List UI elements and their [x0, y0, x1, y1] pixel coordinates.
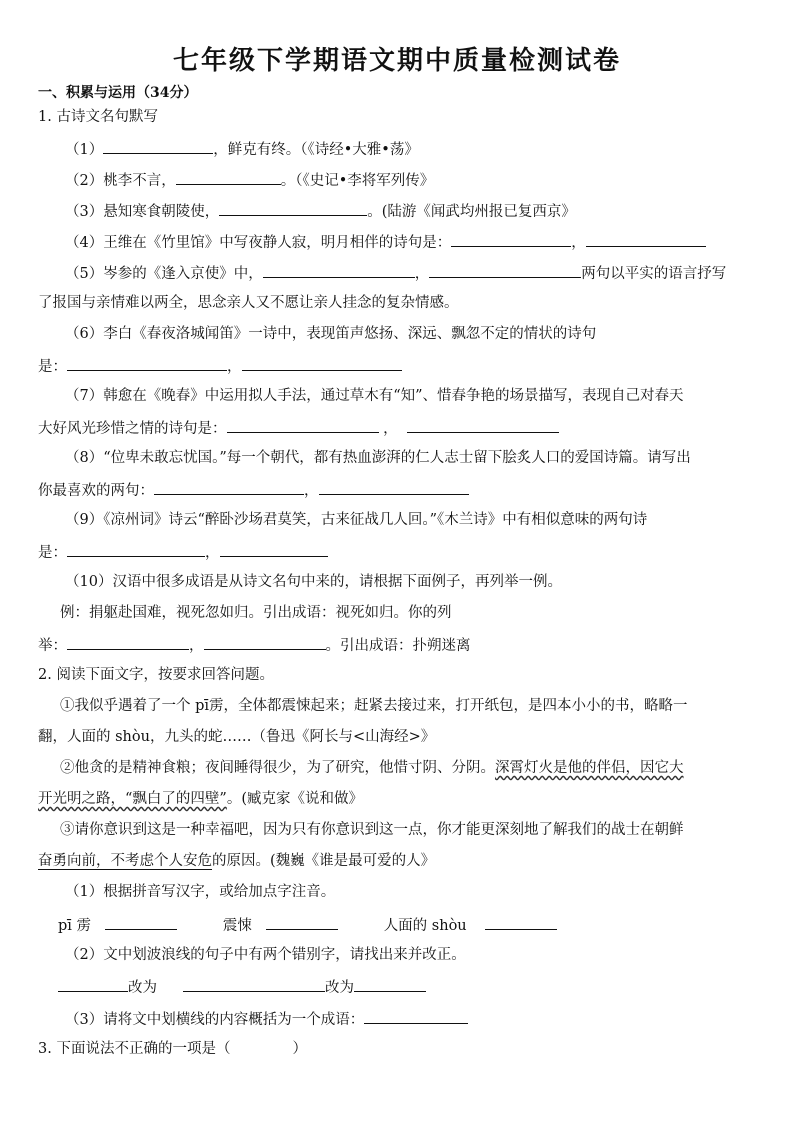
- q1-item-3: [65, 201, 576, 221]
- q1-item-7-label: 大好风光珍惜之情的诗句是：: [38, 421, 227, 437]
- q1-item-5-cont: 了报国与亲情难以两全，思念亲人又不愿让亲人挂念的复杂情感。: [38, 295, 459, 311]
- question-2-heading: 2. 阅读下面文字，按要求回答问题。: [38, 667, 274, 683]
- sub-question-2: （2）文中划波浪线的句子中有两个错别字，请找出来并改正。: [65, 947, 466, 963]
- q1-item-10-tail: 。引出成语：扑朔迷离: [325, 638, 471, 654]
- q1-item-10: （10）汉语中很多成语是从诗文名句中来的，请根据下面例子，再列举一例。: [65, 574, 562, 590]
- q1-item-8-comma: ，: [304, 483, 319, 499]
- q1-item-8-cont: [38, 480, 469, 500]
- q1-item-5: [65, 263, 726, 283]
- wavy-underlined-text: 开光明之路，“飘白了的四壁”: [38, 791, 227, 807]
- answer-blank[interactable]: [242, 356, 402, 371]
- q1-item-10-cont: [38, 635, 471, 655]
- question-3-paren: ）: [292, 1041, 307, 1057]
- q1-item-10-example: 例：捐躯赴国难，视死忽如归。引出成语：视死如归。你的列: [60, 605, 452, 621]
- q1-item-6-comma: ，: [227, 359, 242, 375]
- q1-item-3-source: 。(陆游《闻武均州报已复西京》: [367, 204, 576, 220]
- question-3-heading: [38, 1040, 307, 1058]
- answer-blank[interactable]: [67, 635, 189, 650]
- answer-blank[interactable]: [319, 480, 469, 495]
- q1-item-1: [65, 139, 419, 159]
- sub-question-3-text: （3）请将文中划横线的内容概括为一个成语：: [65, 1012, 365, 1028]
- wavy-underlined-text: 深霄灯火是他的伴侣，因它大: [495, 760, 684, 776]
- answer-blank[interactable]: [67, 356, 227, 371]
- passage-3-source: 的原因。(魏巍《谁是最可爱的人》: [212, 853, 436, 869]
- passage-2-cont: [38, 790, 363, 808]
- sub-question-1: （1）根据拼音写汉字，或给加点字注音。: [65, 884, 336, 900]
- sub-question-2-answers: [58, 977, 426, 997]
- q1-item-7: （7）韩愈在《晚春》中运用拟人手法，通过草木有“知”、惜春争艳的场景描写，表现自己对春天: [65, 388, 684, 404]
- answer-blank[interactable]: [429, 263, 581, 278]
- q1-item-10-label: 举：: [38, 638, 67, 654]
- answer-blank[interactable]: [364, 1009, 468, 1024]
- q1-item-9-comma: ，: [205, 545, 220, 561]
- q1-item-2: [65, 170, 434, 190]
- answer-blank[interactable]: [58, 977, 128, 992]
- q1-item-1-label: （1）: [65, 142, 104, 158]
- q1-item-2-text: （2）桃李不言，: [65, 173, 176, 189]
- answer-blank[interactable]: [451, 232, 571, 247]
- question-1-heading: 1. 古诗文名句默写: [38, 109, 158, 125]
- answer-blank[interactable]: [227, 418, 379, 433]
- passage-1: ①我似乎遇着了一个 pī雳，全体都震悚起来；赶紧去接过来，打开纸包，是四本小小的书，略略一: [60, 698, 688, 714]
- pinyin-item-2: 震悚: [222, 918, 252, 934]
- answer-blank[interactable]: [103, 139, 213, 154]
- q1-item-9: （9）《凉州词》诗云“醉卧沙场君莫笑，古来征战几人回。”《木兰诗》中有相似意味的两句诗: [65, 512, 648, 528]
- q1-item-9-label: 是：: [38, 545, 67, 561]
- answer-blank[interactable]: [183, 977, 325, 992]
- answer-blank[interactable]: [220, 542, 328, 557]
- q1-item-3-text: （3）悬知寒食朝陵使，: [65, 204, 220, 220]
- q1-item-2-source: 。（《史记•李将军列传》: [280, 173, 435, 189]
- underlined-text: 奋勇向前，不考虑个人安危: [38, 853, 212, 869]
- correction-label-1: 改为: [128, 980, 157, 996]
- answer-blank[interactable]: [263, 263, 415, 278]
- q1-item-4-text: （4）王维在《竹里馆》中写夜静人寂，明月相伴的诗句是：: [65, 235, 452, 251]
- sub-question-1-answers: [58, 915, 557, 935]
- passage-2: [60, 759, 684, 777]
- answer-blank[interactable]: [586, 232, 706, 247]
- q1-item-7-cont: [38, 418, 559, 438]
- q1-item-8-label: 你最喜欢的两句：: [38, 483, 154, 499]
- passage-3: ③请你意识到这是一种幸福吧，因为只有你意识到这一点，你才能更深刻地了解我们的战士在朝鲜: [60, 822, 684, 838]
- section-heading: 一、积累与运用（34分）: [38, 85, 198, 101]
- sub-question-3: [65, 1009, 468, 1029]
- answer-blank[interactable]: [176, 170, 281, 185]
- q1-item-5-text: （5）岑参的《逢入京使》中，: [65, 266, 263, 282]
- q1-item-9-cont: [38, 542, 328, 562]
- answer-blank[interactable]: [67, 542, 205, 557]
- pinyin-item-1: pī 雳: [58, 918, 92, 934]
- page-title: 七年级下学期语文期中质量检测试卷: [172, 46, 621, 76]
- answer-blank[interactable]: [485, 915, 557, 930]
- question-3-text: 3. 下面说法不正确的一项是（: [38, 1041, 231, 1057]
- answer-blank[interactable]: [407, 418, 559, 433]
- q1-item-6-label: 是：: [38, 359, 67, 375]
- q1-item-5-tail: 两句以平实的语言抒写: [581, 266, 727, 282]
- passage-1-cont: 翻，人面的 shòu，九头的蛇……（鲁迅《阿长与<山海经>》: [38, 729, 436, 745]
- answer-blank[interactable]: [266, 915, 338, 930]
- answer-blank[interactable]: [354, 977, 426, 992]
- pinyin-item-3: 人面的 shòu: [383, 918, 467, 934]
- answer-blank[interactable]: [219, 201, 367, 216]
- answer-blank[interactable]: [204, 635, 326, 650]
- q1-item-8: （8）“位卑未敢忘忧国。”每一个朝代，都有热血澎湃的仁人志士留下脍炙人口的爱国诗篇。请写出: [65, 450, 691, 466]
- passage-3-cont: [38, 852, 435, 870]
- answer-blank[interactable]: [154, 480, 304, 495]
- q1-item-4-comma: ，: [571, 235, 586, 251]
- q1-item-1-text: ，鲜克有终。（《诗经•大雅•荡》: [213, 142, 419, 158]
- q1-item-10-comma: ，: [189, 638, 204, 654]
- q1-item-7-comma: ，: [378, 421, 398, 437]
- q1-item-4: [65, 232, 706, 252]
- passage-2-source: 。(臧克家《说和做》: [226, 791, 363, 807]
- q1-item-5-comma: ，: [414, 266, 430, 282]
- q1-item-6-cont: [38, 356, 402, 376]
- correction-label-2: 改为: [325, 980, 354, 996]
- answer-blank[interactable]: [105, 915, 177, 930]
- passage-2-text: ②他贪的是精神食粮；夜间睡得很少，为了研究，他惜寸阴、分阴。: [60, 760, 495, 776]
- q1-item-6: （6）李白《春夜洛城闻笛》一诗中，表现笛声悠扬、深远、飘忽不定的情状的诗句: [65, 326, 597, 342]
